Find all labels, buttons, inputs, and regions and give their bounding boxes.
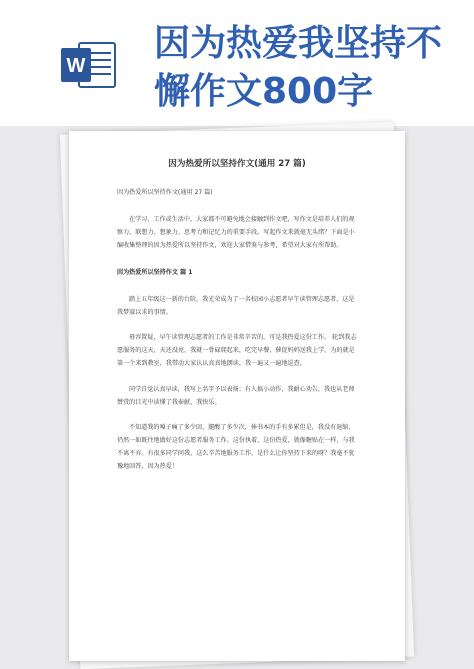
paragraph-2: [117, 331, 375, 370]
text-line: 踏上五年级这一新的台阶，我光荣成为了一名校园小志愿者早午读管理志愿者，这是: [129, 296, 355, 303]
word-logo-letter: W: [66, 55, 86, 77]
document-page: [69, 131, 405, 661]
text-line: 不离不弃。有很多同学问我，这么辛苦地服务工作，是什么让你坚持下来的呀？我毫不犹: [117, 450, 355, 457]
document-subtitle: 因为热爱所以坚持作文(通用 27 篇): [117, 189, 213, 196]
paragraph-4: [117, 421, 375, 473]
text-line: 我梦寐以求的事情。: [117, 309, 172, 316]
text-line: 第一个来到教室，我带动大家认认真真地朗读，我一遍又一遍地巡查。: [117, 360, 306, 367]
title-line-2: 懈作文800字: [154, 71, 374, 112]
text-line: 豫地回答，因为热爱！: [117, 463, 178, 470]
section-title: 因为热爱所以坚持作文 篇 1: [117, 269, 193, 276]
text-line: 察力、联想力、想象力、思考力和记忆力的重要手段。写起作文来就毫无头绪？下面是小: [117, 229, 355, 236]
text-line: 赞赏的目光中读懂了我奉献，我快乐。: [117, 399, 221, 406]
title-line-1: 因为热爱我坚持不: [154, 23, 443, 64]
paragraph-3: [117, 383, 375, 409]
text-line: 愿服务的这天，天还没亮，我就一骨碌爬起来，吃完早餐，催促妈妈送我上学，为的就是: [117, 347, 355, 354]
text-line: 不知道我的嗓子痛了多少回，腿酸了多少次，捧书本的手有多累但是，我没有退缩，: [129, 424, 355, 431]
banner: [0, 0, 474, 126]
intro-paragraph: [117, 213, 375, 252]
text-line: 编收集整理的因为热爱所以坚持作文，欢迎大家借鉴与参考，希望对大家有所帮助。: [117, 242, 343, 249]
document-heading: 因为热爱所以坚持作文(通用 27 篇): [168, 159, 306, 169]
word-document-icon: [59, 40, 117, 90]
text-line: 在学习、工作或生活中，大家都不可避免地会接触到作文吧，写作文是培养人们的观: [129, 216, 355, 223]
text-line: 毋容置疑，早午读管理志愿者的工作是非常辛苦的，可是我热爱这份工作。 轮到我志: [129, 334, 357, 341]
page-title: [154, 20, 464, 116]
text-line: 仍然一如既往地做好这份志愿者服务工作。这份执着，这份热爱，就像糖贴在一样，与我: [117, 437, 355, 444]
text-line: 同学自觉认真早读，我写上名字予以表扬；有人搞小动作，我耐心劝告，我也从老师: [129, 386, 355, 393]
paragraph-1: [117, 293, 375, 319]
